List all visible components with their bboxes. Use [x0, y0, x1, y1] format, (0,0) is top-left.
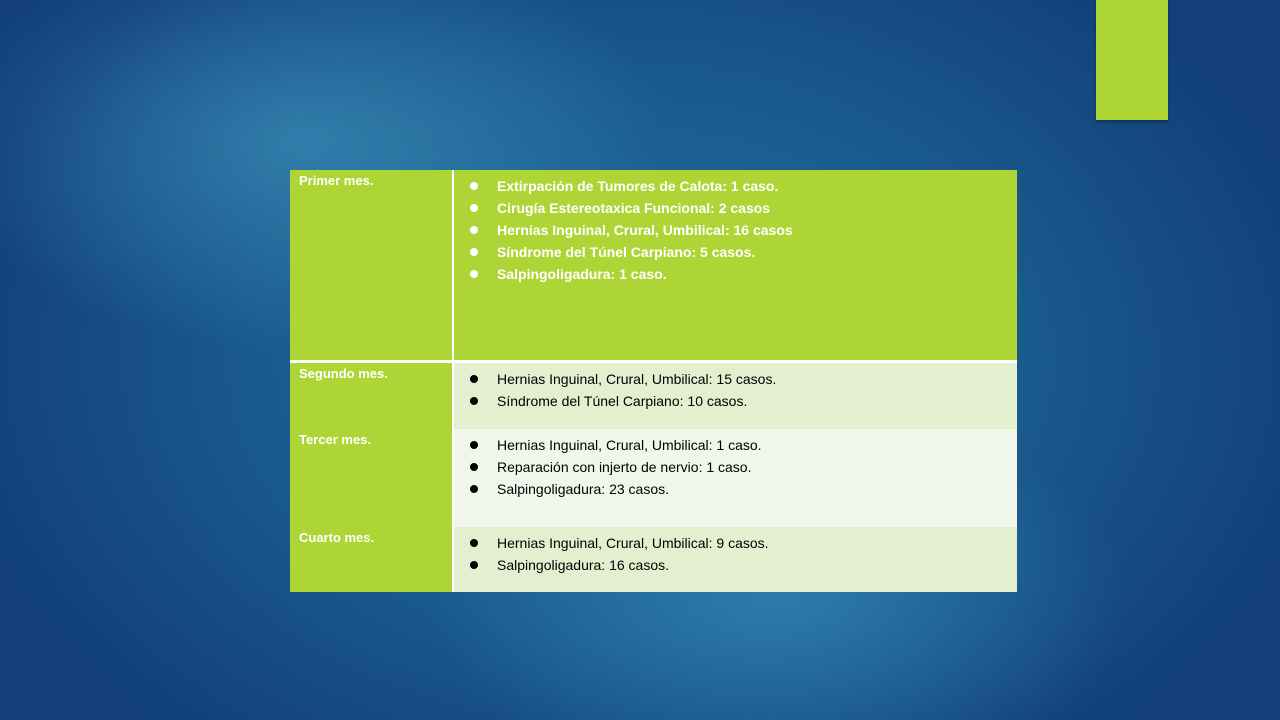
cases-cell: [453, 170, 1017, 362]
list-item: [454, 434, 1017, 456]
case-text: Reparación con injerto de nervio: 1 caso.: [497, 459, 752, 475]
case-text: Hernias Inguinal, Crural, Umbilical: 16 casos: [497, 222, 793, 238]
list-item: [454, 390, 1017, 412]
list-item: [454, 456, 1017, 478]
bullet-icon: [470, 204, 478, 212]
list-item: [454, 554, 1017, 576]
cases-cell: [453, 362, 1017, 430]
bullet-icon: [470, 248, 478, 256]
table-row: [290, 527, 1017, 592]
bullet-icon: [470, 441, 478, 449]
bullet-icon: [470, 226, 478, 234]
list-item: [454, 478, 1017, 500]
cases-list: [454, 434, 1017, 500]
cases-table: [290, 170, 1017, 592]
month-label: Primer mes.: [290, 170, 453, 362]
case-text: Cirugía Estereotaxica Funcional: 2 casos: [497, 200, 771, 216]
bullet-icon: [470, 539, 478, 547]
case-text: Extirpación de Tumores de Calota: 1 caso.: [497, 178, 779, 194]
table-row: [290, 362, 1017, 430]
cases-list: [454, 175, 1017, 285]
list-item: [454, 241, 1017, 263]
case-text: Hernias Inguinal, Crural, Umbilical: 15 casos.: [497, 371, 777, 387]
bullet-icon: [470, 397, 478, 405]
bullet-icon: [470, 375, 478, 383]
list-item: [454, 175, 1017, 197]
case-text: Síndrome del Túnel Carpiano: 10 casos.: [497, 393, 748, 409]
month-label: Cuarto mes.: [290, 527, 453, 592]
cases-list: [454, 532, 1017, 576]
table-row: [290, 170, 1017, 362]
bullet-icon: [470, 270, 478, 278]
table-row: [290, 429, 1017, 527]
case-text: Síndrome del Túnel Carpiano: 5 casos.: [497, 244, 756, 260]
month-label: Segundo mes.: [290, 362, 453, 430]
list-item: [454, 368, 1017, 390]
list-item: [454, 219, 1017, 241]
cases-list: [454, 368, 1017, 412]
case-text: Hernias Inguinal, Crural, Umbilical: 9 casos.: [497, 535, 769, 551]
bullet-icon: [470, 485, 478, 493]
cases-cell: [453, 527, 1017, 592]
month-label: Tercer mes.: [290, 429, 453, 527]
case-text: Salpingoligadura: 16 casos.: [497, 557, 670, 573]
bullet-icon: [470, 463, 478, 471]
bullet-icon: [470, 561, 478, 569]
case-text: Hernias Inguinal, Crural, Umbilical: 1 caso.: [497, 437, 762, 453]
cases-cell: [453, 429, 1017, 527]
list-item: [454, 263, 1017, 285]
bullet-icon: [470, 182, 478, 190]
case-text: Salpingoligadura: 1 caso.: [497, 266, 667, 282]
case-text: Salpingoligadura: 23 casos.: [497, 481, 670, 497]
accent-bar: [1096, 0, 1168, 120]
list-item: [454, 197, 1017, 219]
list-item: [454, 532, 1017, 554]
